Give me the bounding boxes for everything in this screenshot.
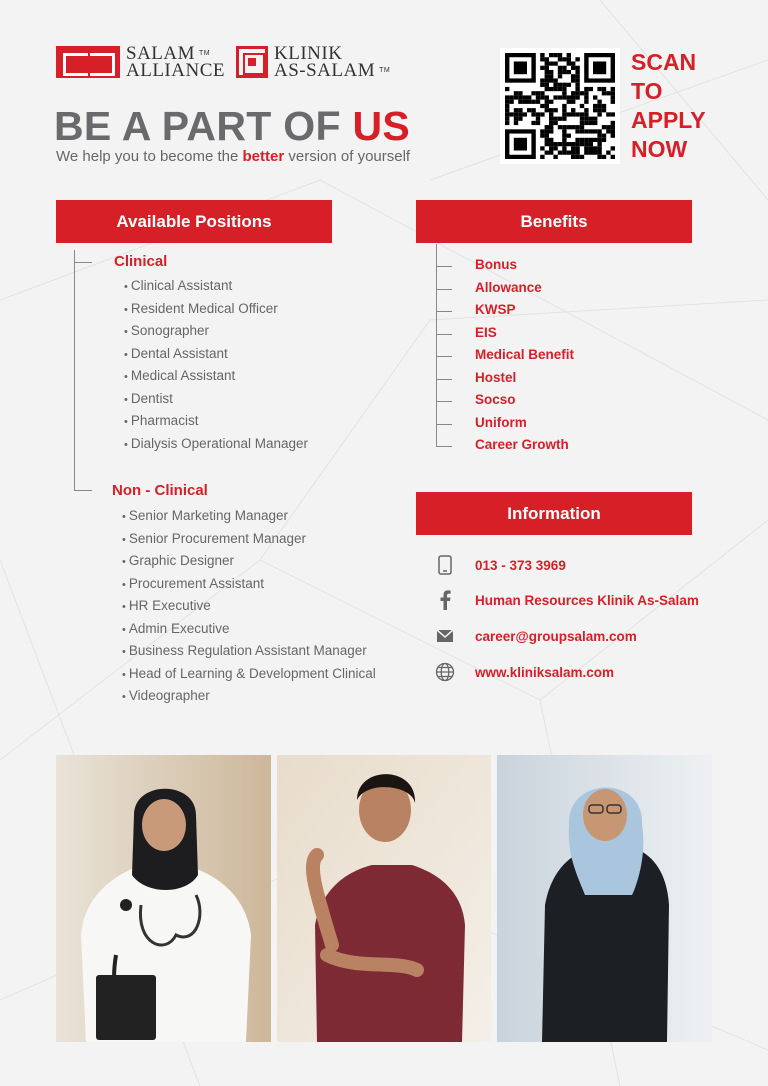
benefits-tree-tick [436,379,452,380]
list-item: • Medical Assistant [124,365,308,388]
list-item: • Dentist [124,388,308,411]
benefits-tree-tick [436,424,452,425]
list-item: • Head of Learning & Development Clinical [122,663,376,686]
klinik-as-salam-logo: KLINIK AS-SALAM ™ [236,45,390,79]
benefits-tree-tick [436,334,452,335]
list-item: Medical Benefit [475,347,575,362]
email-link[interactable]: career@groupsalam.com [475,628,637,644]
staff-photo-nurse [277,755,491,1042]
tree-line-branch [74,490,92,491]
info-row-email [434,624,637,648]
list-item: • Graphic Designer [122,550,376,573]
list-item: Bonus [475,257,517,272]
staff-photo-admin [497,755,712,1042]
benefits-tree-tick [436,311,452,312]
info-row-phone [434,553,566,577]
list-item: • Senior Procurement Manager [122,528,376,551]
website-link[interactable]: www.kliniksalam.com [475,664,615,680]
benefits-tree-tick [436,266,452,267]
benefits-tree-tick [436,356,452,357]
list-item: • Clinical Assistant [124,275,308,298]
list-item: KWSP [475,302,516,317]
category-non-clinical: Non - Clinical [112,482,208,499]
info-row-facebook [434,588,699,612]
category-clinical: Clinical [114,253,168,270]
klinik-as-salam-logo-mark [236,46,268,78]
non-clinical-positions-list [122,505,376,708]
benefits-header: Benefits [416,200,692,243]
qr-code-graphic [505,53,615,159]
list-item: • Dental Assistant [124,343,308,366]
benefits-list [475,254,574,457]
globe-icon [434,661,456,683]
available-positions-header: Available Positions [56,200,332,243]
benefits-tree-line [436,244,437,447]
clinical-positions-list [124,275,308,455]
scan-to-apply-text: SCAN TO APPLY NOW [631,49,706,162]
list-item: Hostel [475,369,517,385]
list-item: • Admin Executive [122,618,376,641]
salam-alliance-logo: SALAM ™ ALLIANCE [56,45,225,79]
benefits-tree-tick [436,289,452,290]
qr-code-icon[interactable] [500,48,620,164]
benefits-tree-tick [436,446,452,447]
list-item: • Pharmacist [124,410,308,433]
facebook-page[interactable]: Human Resources Klinik As-Salam [475,592,699,608]
list-item: • Senior Marketing Manager [122,505,376,528]
list-item: • Sonographer [124,320,308,343]
list-item: Allowance [475,279,542,295]
list-item: • HR Executive [122,595,376,618]
tree-line-branch [74,262,92,263]
tree-line-vertical [74,250,75,490]
phone-icon [434,554,456,576]
list-item: • Business Regulation Assistant Manager [122,640,376,663]
list-item: EIS [475,324,497,340]
information-header: Information [416,492,692,535]
list-item: Uniform [475,414,527,430]
list-item: Socso [475,392,516,407]
headline: BE A PART OF US [54,103,411,149]
benefits-tree-tick [436,401,452,402]
mail-icon [434,625,456,647]
list-item: • Procurement Assistant [122,573,376,596]
list-item: • Dialysis Operational Manager [124,433,308,456]
info-row-website [434,660,614,684]
list-item: Career Growth [475,437,569,452]
list-item: • Videographer [122,685,376,708]
subheadline: We help you to become the better version of yourself [56,148,411,165]
facebook-icon [434,589,456,611]
staff-photo-doctor [56,755,271,1042]
phone-number[interactable]: 013 - 373 3969 [475,557,566,573]
list-item: • Resident Medical Officer [124,298,308,321]
salam-alliance-logo-mark [56,46,120,78]
